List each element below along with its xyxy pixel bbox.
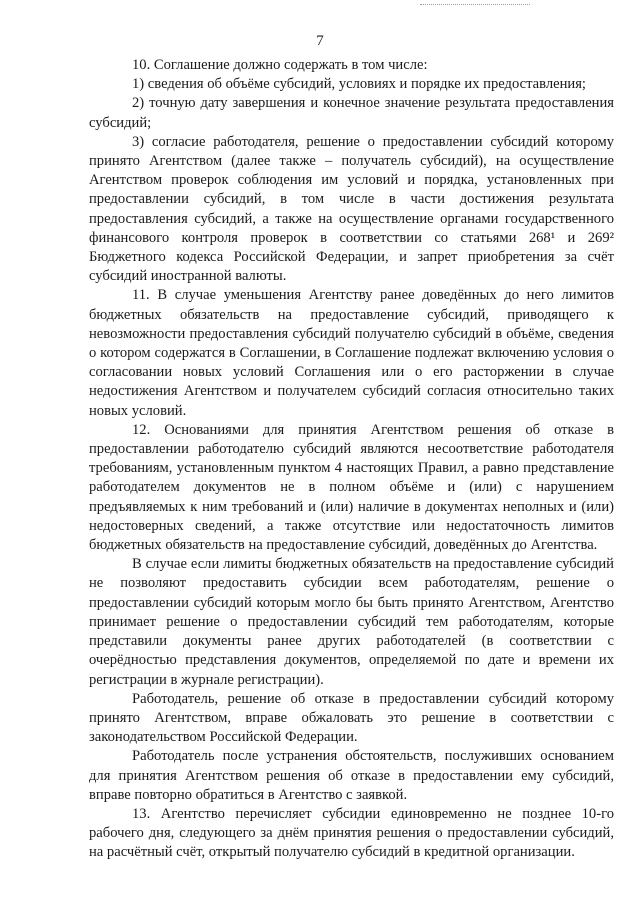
paragraph-12-limits: В случае если лимиты бюджетных обязательств на предоставление субсидий не позволяют предоставить субсидии всем работодателям, решение о предоставлении субсидий которым могло бы быть принято Агентством, Агентство принимает решение о предоставлении субсидий тем работодателям, которые представили документы ранее других работодателей (в соответствии с очерёдностью представления документов, определяемой по дате и времени их регистрации в журнале регистрации). xyxy=(89,556,614,688)
scan-artifact xyxy=(420,4,530,9)
paragraph-12-resubmit: Работодатель после устранения обстоятельств, послуживших основанием для принятия Агентством решения об отказе в предоставлении ему субсидий, вправе повторно обратиться в Агентство с заявкой. xyxy=(89,748,614,803)
paragraph-10-intro: 10. Соглашение должно содержать в том числе: xyxy=(132,57,428,73)
page-number: 7 xyxy=(316,33,324,49)
paragraph-13: 13. Агентство перечисляет субсидии единовременно не позднее 10-го рабочего дня, следующего за днём принятия решения о предоставлении субсидий, на расчётный счёт, открытый получателю субсидий в кредитной организации. xyxy=(89,805,614,861)
paragraph-12: 12. Основаниями для принятия Агентством решения об отказе в предоставлении работодателю субсидий являются несоответствие работодателя требованиям, установленным пунктом 4 настоящих Правил, а равно представление работодателем документов не в полном объёме и (или) с нарушением предъявляемых к ним требований и (или) наличие в документах неполных и (или) недостоверных сведений, а также отсутствие или недостаточность лимитов бюджетных обязательств на предоставление субсидий, доведённых до Агентства. xyxy=(89,421,614,554)
paragraph-11: 11. В случае уменьшения Агентству ранее доведённых до него лимитов бюджетных обязательств на предоставление субсидий, приводящего к невозможности предоставления субсидий получателю субсидий в объёме, сведения о котором содержатся в Соглашении, в Соглашение подлежат включению условия о согласовании новых условий Соглашения или о его расторжении в случае недостижения Агентством и получателем субсидий согласия относительно таких новых условий. xyxy=(89,287,614,419)
paragraph-10-item-2: 2) точную дату завершения и конечное значение результата предоставления субсидий; xyxy=(89,95,614,131)
paragraph-10-item-3: 3) согласие работодателя, решение о предоставлении субсидий которому принято Агентством (далее также – получатель субсидий), на осуществление Агентством проверок соблюдения им условий и порядка, установленных при предоставлении субсидий, в том числе в части достижения результата предоставления субсидий, а также на осуществление органами государственного финансового контроля проверок в соответствии со статьями 268¹ и 269² Бюджетного кодекса Российской Федерации, и запрет приобретения за счёт субсидий иностранной валюты. xyxy=(89,133,614,285)
paragraph-12-appeal: Работодатель, решение об отказе в предоставлении субсидий которому принято Агентством, вправе обжаловать это решение в соответствии с законодательством Российской Федерации. xyxy=(89,690,614,746)
paragraph-10-item-1: 1) сведения об объёме субсидий, условиях и порядке их предоставления; xyxy=(132,76,586,93)
document-body xyxy=(89,56,614,863)
